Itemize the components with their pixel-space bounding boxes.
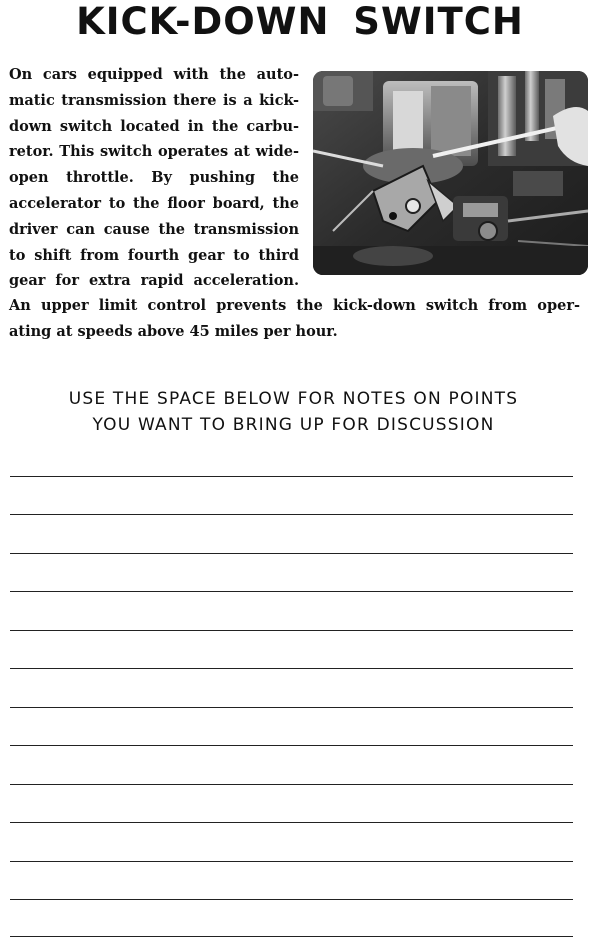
note-line xyxy=(10,899,573,900)
carburetor-photo xyxy=(313,71,588,275)
note-line xyxy=(10,745,573,746)
note-line xyxy=(10,630,573,631)
note-line xyxy=(10,822,573,823)
paragraph-full-width xyxy=(9,293,580,345)
paragraph-line: ating at speeds above 45 miles per hour. xyxy=(9,322,338,340)
note-line xyxy=(10,707,573,708)
note-line xyxy=(10,591,573,592)
note-line xyxy=(10,476,573,477)
paragraph-beside-photo xyxy=(9,62,299,294)
paragraph-line: gear for extra rapid acceleration. xyxy=(9,272,299,290)
paragraph-line: On cars equipped with the auto- xyxy=(9,66,299,83)
note-line xyxy=(10,861,573,862)
paragraph-line: retor. This switch operates at wide- xyxy=(9,143,299,161)
paragraph-line: to shift from fourth gear to third xyxy=(9,246,299,264)
paragraph-line: open throttle. By pushing the xyxy=(9,169,299,187)
page-title: KICK-DOWN SWITCH xyxy=(76,0,524,43)
paragraph-line: driver can cause the transmission xyxy=(9,220,299,238)
note-line xyxy=(10,553,573,554)
note-line xyxy=(10,514,573,515)
notes-heading-line-2: YOU WANT TO BRING UP FOR DISCUSSION xyxy=(92,415,495,435)
note-line xyxy=(10,936,573,937)
notes-heading xyxy=(0,386,587,438)
paragraph-line: accelerator to the floor board, the xyxy=(9,194,299,212)
note-line xyxy=(10,784,573,785)
paragraph-line: matic transmission there is a kick- xyxy=(9,91,299,109)
note-line xyxy=(10,668,573,669)
notes-heading-line-1: USE THE SPACE BELOW FOR NOTES ON POINTS xyxy=(68,389,519,409)
paragraph-line: down switch located in the carbu- xyxy=(9,117,299,135)
paragraph-line: An upper limit control prevents the kick-down switch from oper- xyxy=(9,297,580,314)
